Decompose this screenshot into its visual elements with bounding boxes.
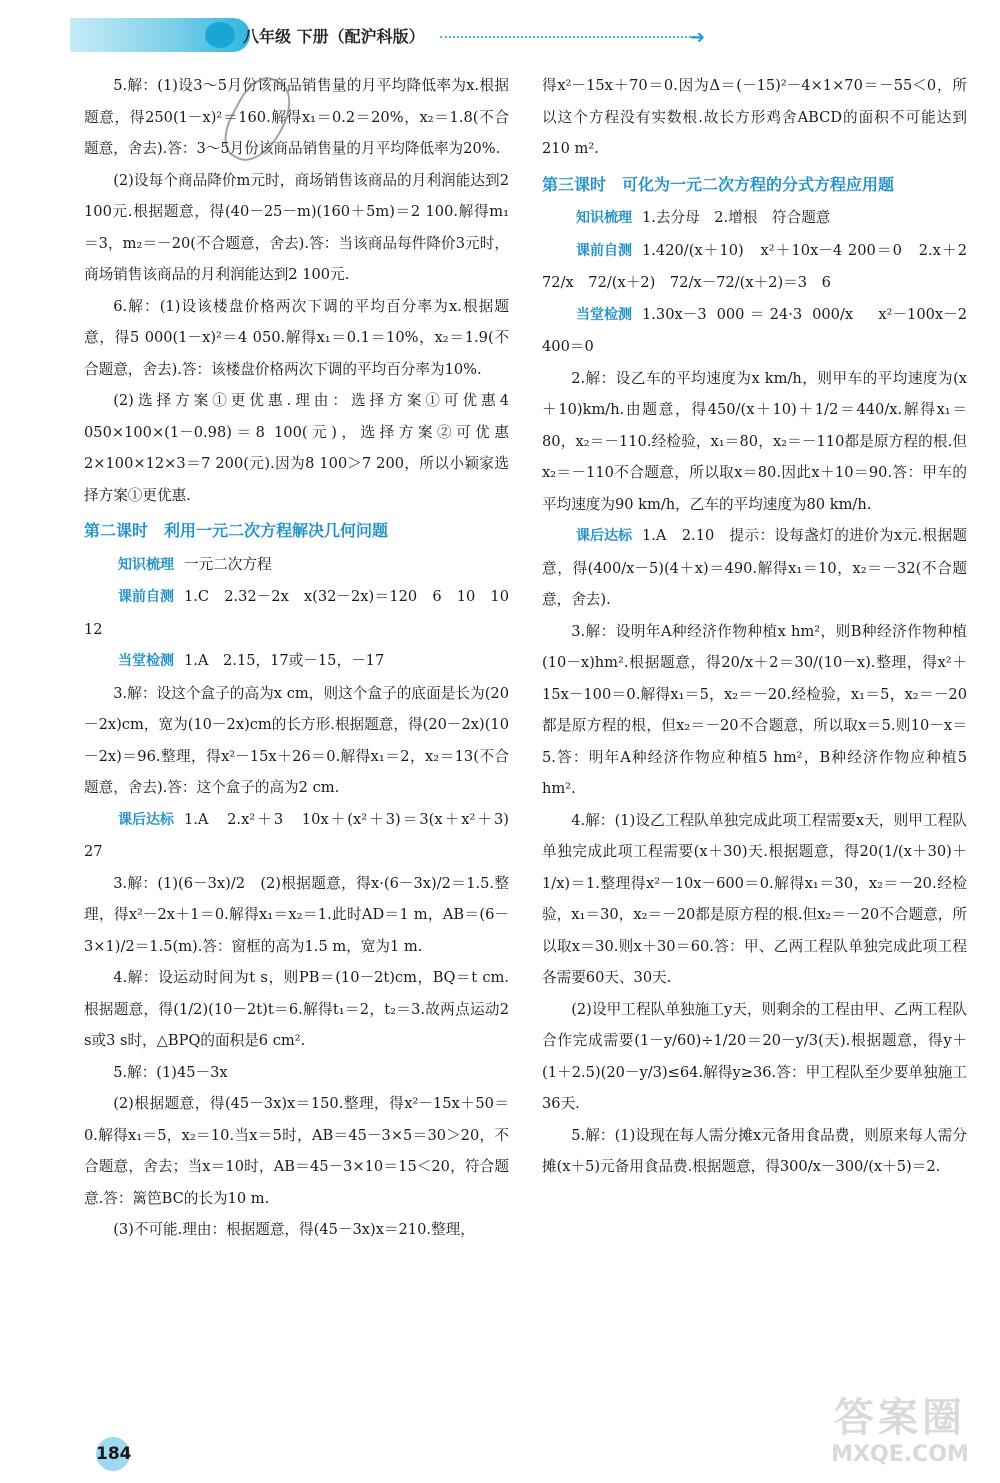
answer-paragraph: (2)设每个商品降价m元时，商场销售该商品的月利润能达到2 100元.根据题意，得(40－25－m)(160＋5m)＝2 100.解得m₁＝3，m₂＝－20(不合题意，舍去).答：当该商品每件降价3元时，商场销售该商品的月利润能达到2 100元. xyxy=(84,171,509,283)
answer-paragraph: 5.解：(1)设现在每人需分摊x元备用食品费，则原来每人需分摊(x＋5)元备用食品费.根据题意，得300/x－300/(x＋5)＝2. xyxy=(542,1126,967,1175)
tagged-line xyxy=(542,202,967,235)
answer-paragraph: 3.解：设明年A种经济作物种植x hm²，则B种经济作物种植(10－x)hm².根据题意，得20/x＋2＝30/(10－x).整理，得x²＋15x－100＝0.解得x₁＝5，x₂＝－20.经检验，x₁＝5，x₂＝－20都是原方程的根，但x₂＝－20不合题意，所以取x＝5.则10－x＝5.答：明年A种经济作物应种植5 hm²，B种经济作物应种植5 hm². xyxy=(542,622,967,797)
watermark-domain: MXQE.COM xyxy=(831,1442,969,1467)
left-column xyxy=(84,70,524,1246)
section-tag: 课前自测 xyxy=(118,589,174,605)
answer-paragraph: 5.解：(1)设3～5月份该商品销售量的月平均降低率为x.根据题意，得250(1－x)²＝160.解得x₁＝0.2＝20%，x₂＝1.8(不合题意，舍去).答：3～5月份该商品销售量的月平均降低率为20%. xyxy=(84,77,509,157)
section-title-lesson-2: 第二课时 利用一元二次方程解决几何问题 xyxy=(84,521,389,540)
tagged-line xyxy=(542,299,967,363)
answer-paragraph: 2.解：设乙车的平均速度为x km/h，则甲车的平均速度为(x＋10)km/h.由题意，得450/(x＋10)＋1/2＝440/x.解得x₁＝80，x₂＝－110.经检验，x₁＝80，x₂＝－110都是原方程的根.但x₂＝－110不合题意，所以取x＝80.因此x＋10＝90.答：甲车的平均速度为90 km/h，乙车的平均速度为80 km/h. xyxy=(542,369,967,513)
answer-paragraph: 4.解：设运动时间为t s，则PB＝(10－2t)cm，BQ＝t cm.根据题意，得(1/2)(10－2t)t＝6.解得t₁＝2，t₂＝3.故两点运动2 s或3 s时，△BPQ的面积是6 cm². xyxy=(84,969,509,1049)
watermark xyxy=(815,1395,985,1477)
page-number: 184 xyxy=(96,1437,130,1471)
answer-paragraph: (2)选择方案①更优惠.理由：选择方案①可优惠4 050×100×(1－0.98)＝8 100(元)，选择方案②可优惠2×100×12×3＝7 200(元).因为8 100＞7 200，所以小颖家选择方案①更优惠. xyxy=(84,392,509,504)
section-tag: 课后达标 xyxy=(118,811,174,828)
answer-paragraph: (3)不可能.理由：根据题意，得(45－3x)x＝210.整理， xyxy=(113,1221,475,1238)
tagged-text: 1.420/(x＋10) x²＋10x－4 200＝0 2.x＋2 72/x 72/(x＋2) 72/x－72/(x＋2)＝3 6 xyxy=(542,241,982,291)
answer-paragraph: 5.解：(1)45－3x xyxy=(113,1063,228,1081)
answer-paragraph: 3.解：设这个盒子的高为x cm，则这个盒子的底面是长为(20－2x)cm，宽为(10－2x)cm的长方形.根据题意，得(20－2x)(10－2x)＝96.整理，得x²－15x＋26＝0.解得x₁＝2，x₂＝13(不合题意，舍去).答：这个盒子的高为2 cm. xyxy=(84,684,509,796)
tagged-text: 1.去分母 2.增根 符合题意 xyxy=(642,209,831,226)
right-column xyxy=(542,70,982,1183)
section-title-lesson-3: 第三课时 可化为一元二次方程的分式方程应用题 xyxy=(542,174,895,194)
section-tag: 当堂检测 xyxy=(576,306,632,323)
answer-paragraph: 6.解：(1)设该楼盘价格两次下调的平均百分率为x.根据题意，得5 000(1－x)²＝4 050.解得x₁＝0.1＝10%，x₂＝1.9(不合题意，舍去).答：该楼盘价格两次下调的平均百分率为10%. xyxy=(84,297,509,378)
tagged-text: 1.C 2.32－2x x(32－2x)＝120 6 10 10 12 xyxy=(84,588,524,638)
tagged-line xyxy=(542,235,982,299)
header-leaf-icon xyxy=(205,22,235,48)
answer-paragraph: 得x²－15x＋70＝0.因为Δ＝(－15)²－4×1×70＝－55＜0，所以这个方程没有实数根.故长方形鸡舍ABCD的面积不可能达到210 m². xyxy=(542,77,967,157)
tagged-text: 1.30x－3 000＝24·3 000/x x²－100x－2 400＝0 xyxy=(542,305,967,355)
header-dotted-line xyxy=(440,36,695,38)
watermark-chinese: 答案圈 xyxy=(834,1395,966,1441)
answer-paragraph: (2)设甲工程队单独施工y天，则剩余的工程由甲、乙两工程队合作完成需要(1－y/60)÷1/20＝20－y/3(天).根据题意，得y＋(1＋2.5)(20－y/3)≤64.解得y≥36.答：甲工程队至少要单独施工36天. xyxy=(542,1000,967,1112)
answer-paragraph: 4.解：(1)设乙工程队单独完成此项工程需要x天，则甲工程队单独完成此项工程需要(x＋30)天.根据题意，得20(1/(x＋30)＋1/x)＝1.整理得x²－10x－600＝0.解得x₁＝30，x₂＝－20.经检验，x₁＝30，x₂＝－20都是原方程的根.但x₂＝－20不合题意，所以取x＝30.则x＋30＝60.答：甲、乙两工程队单独完成此项工程各需要60天、30天. xyxy=(542,811,967,986)
page-header-title: 八年级 下册（配沪科版） xyxy=(243,27,425,46)
tagged-line xyxy=(84,645,509,678)
tagged-text: 1.A 2.x²＋3 10x＋(x²＋3)＝3(x＋x²＋3) 27 xyxy=(84,810,524,860)
arrow-right-icon: ➜ xyxy=(690,27,706,48)
section-tag: 知识梳理 xyxy=(576,210,632,226)
section-tag: 课前自测 xyxy=(576,242,632,259)
tagged-line xyxy=(84,581,524,645)
answer-paragraph: (2)根据题意，得(45－3x)x＝150.整理，得x²－15x＋50＝0.解得x₁＝5，x₂＝10.当x＝5时，AB＝45－3×5＝30＞20，不合题意，舍去；当x＝10时，AB＝45－3×10＝15＜20，符合题意.答：篱笆BC的长为10 m. xyxy=(84,1095,509,1207)
tagged-text: 1.A 2.10 提示：设每盏灯的进价为x元.根据题意，得(400/x－5)(4＋x)＝490.解得x₁＝10，x₂＝－32(不合题意，舍去). xyxy=(542,527,967,608)
tagged-text: 一元二次方程 xyxy=(184,555,272,573)
section-tag: 知识梳理 xyxy=(118,556,174,573)
answer-paragraph: 3.解：(1)(6－3x)/2 (2)根据题意，得x·(6－3x)/2＝1.5.整理，得x²－2x＋1＝0.解得x₁＝x₂＝1.此时AD＝1 m，AB＝(6－3×1)/2＝1.5(m).答：窗框的高为1.5 m，宽为1 m. xyxy=(84,874,509,955)
tagged-line xyxy=(84,804,524,868)
section-tag: 当堂检测 xyxy=(118,653,174,669)
tagged-line xyxy=(542,520,967,616)
tagged-line xyxy=(84,549,509,582)
section-tag: 课后达标 xyxy=(576,528,632,544)
tagged-text: 1.A 2.15，17或－15，－17 xyxy=(184,652,385,669)
